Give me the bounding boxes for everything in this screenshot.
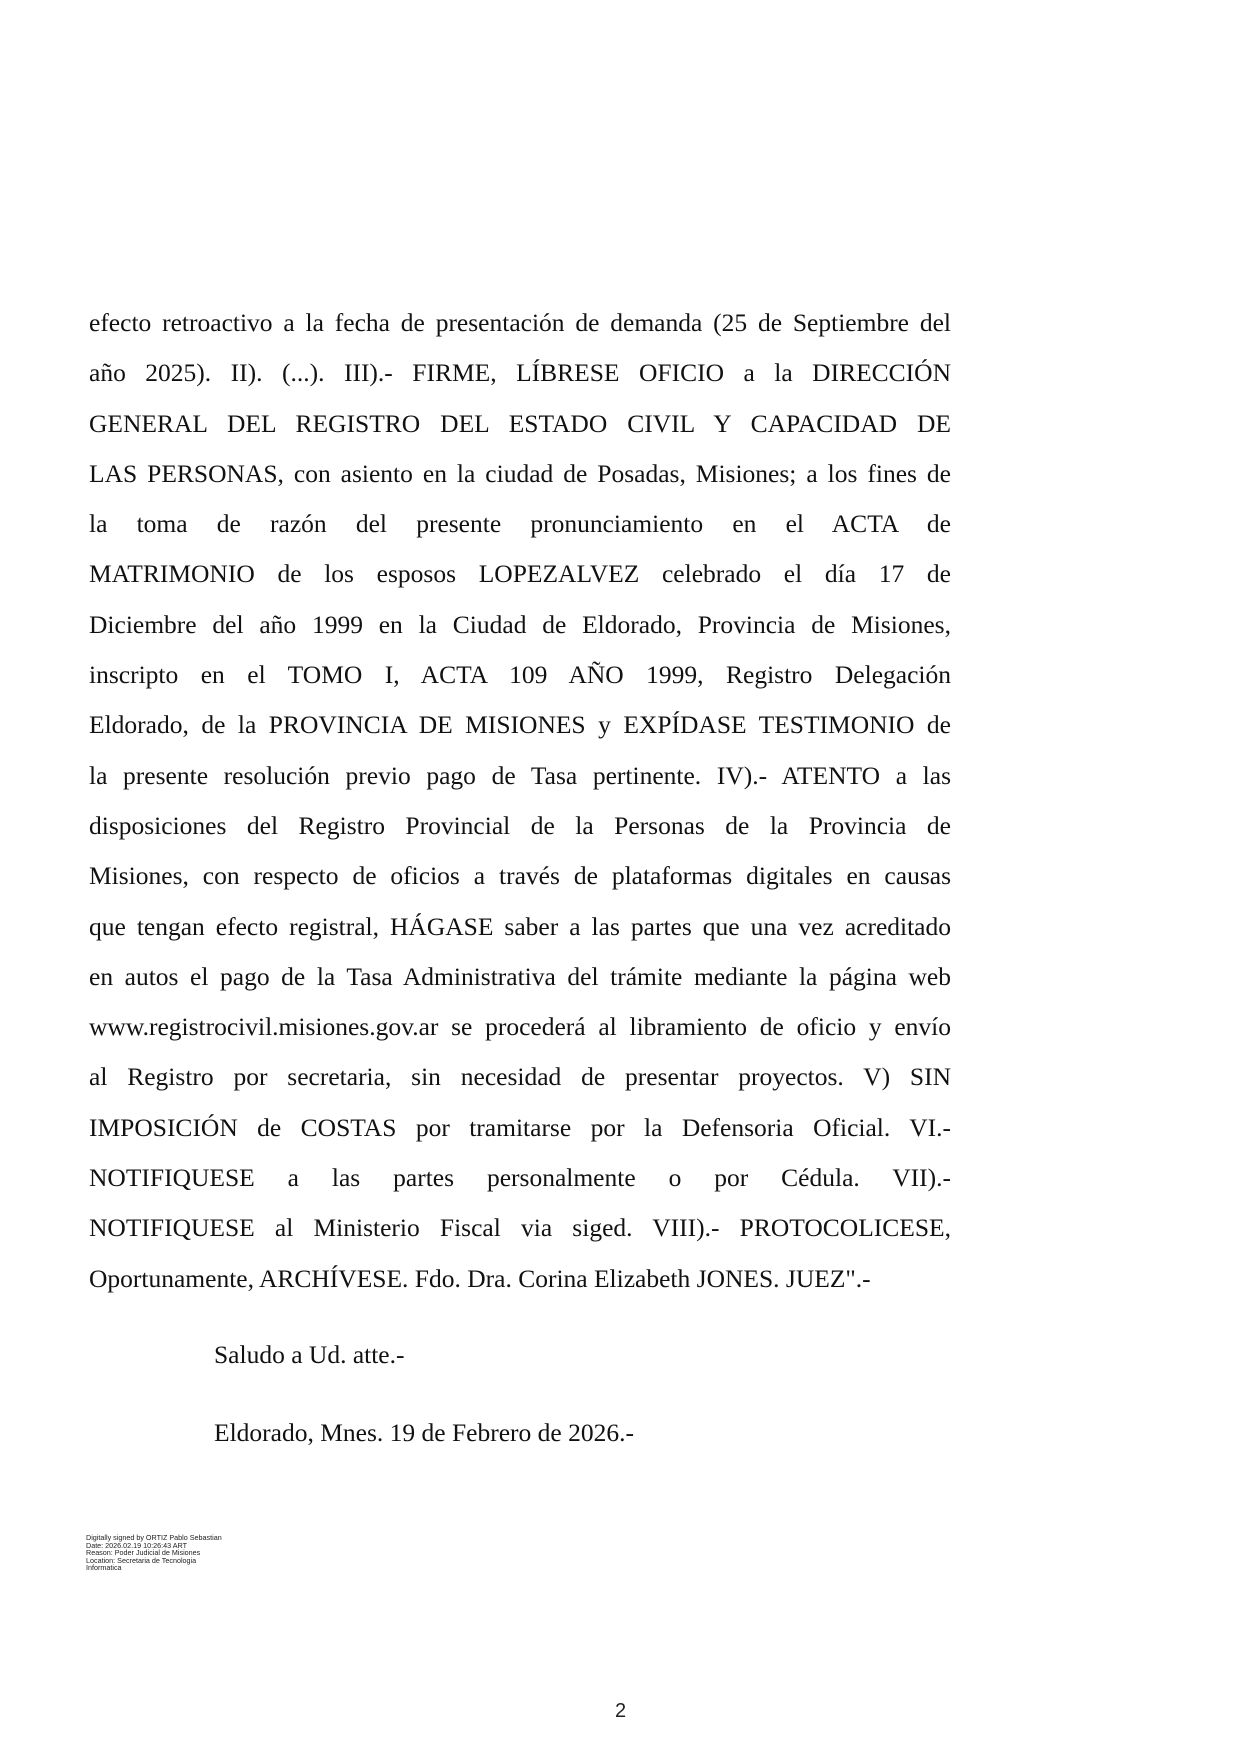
body-line-last: Oportunamente, ARCHÍVESE. Fdo. Dra. Corina Elizabeth JONES. JUEZ".-	[89, 1263, 871, 1293]
body-line: Diciembre del año 1999 en la Ciudad de Eldorado, Provincia de Misiones,	[89, 609, 951, 639]
body-line: año 2025). II). (...). III).- FIRME, LÍBRESE OFICIO a la DIRECCIÓN	[89, 358, 951, 388]
signature-reason: Reason: Poder Judicial de Misiones	[86, 1548, 201, 1558]
body-line: LAS PERSONAS, con asiento en la ciudad de Posadas, Misiones; a los fines de	[89, 458, 951, 488]
closing-salute: Saludo a Ud. atte.-	[214, 1340, 405, 1369]
body-line: inscripto en el TOMO I, ACTA 109 AÑO 1999, Registro Delegación	[89, 660, 951, 690]
body-line: IMPOSICIÓN de COSTAS por tramitarse por la Defensoria Oficial. VI.-	[89, 1112, 951, 1142]
body-line: Eldorado, de la PROVINCIA DE MISIONES y EXPÍDASE TESTIMONIO de	[89, 710, 951, 740]
body-line: GENERAL DEL REGISTRO DEL ESTADO CIVIL Y CAPACIDAD DE	[89, 408, 951, 438]
body-line: la presente resolución previo pago de Tasa pertinente. IV).- ATENTO a las	[89, 760, 951, 790]
signature-location-cont: Informatica	[86, 1563, 122, 1573]
place-and-date: Eldorado, Mnes. 19 de Febrero de 2026.-	[214, 1418, 634, 1447]
signature-signer: Digitally signed by ORTIZ Pablo Sebastian	[86, 1533, 222, 1542]
body-line: Misiones, con respecto de oficios a través de plataformas digitales en causas	[89, 861, 951, 891]
digital-signature-block	[86, 1534, 286, 1572]
body-line: NOTIFIQUESE a las partes personalmente o por Cédula. VII).-	[89, 1163, 951, 1193]
body-line: efecto retroactivo a la fecha de presentación de demanda (25 de Septiembre del	[89, 308, 951, 337]
body-line: la toma de razón del presente pronunciamiento en el ACTA de	[89, 509, 951, 539]
body-line: al Registro por secretaria, sin necesidad de presentar proyectos. V) SIN	[89, 1062, 951, 1092]
body-line: que tengan efecto registral, HÁGASE saber a las partes que una vez acreditado	[89, 911, 951, 941]
body-line: MATRIMONIO de los esposos LOPEZALVEZ celebrado el día 17 de	[89, 559, 951, 589]
page-number: 2	[614, 1700, 627, 1722]
body-line: disposiciones del Registro Provincial de la Personas de la Provincia de	[89, 810, 951, 840]
resolution-body-text	[89, 298, 951, 1304]
body-line: www.registrocivil.misiones.gov.ar se procederá al libramiento de oficio y envío	[89, 1012, 951, 1042]
body-line: NOTIFIQUESE al Ministerio Fiscal via siged. VIII).- PROTOCOLICESE,	[89, 1213, 951, 1243]
signature-date: Date: 2026.02.19 10:26:43 ART	[86, 1540, 187, 1550]
signature-location: Location: Secretaria de Tecnologia	[86, 1555, 197, 1565]
body-line: en autos el pago de la Tasa Administrativa del trámite mediante la página web	[89, 961, 951, 991]
